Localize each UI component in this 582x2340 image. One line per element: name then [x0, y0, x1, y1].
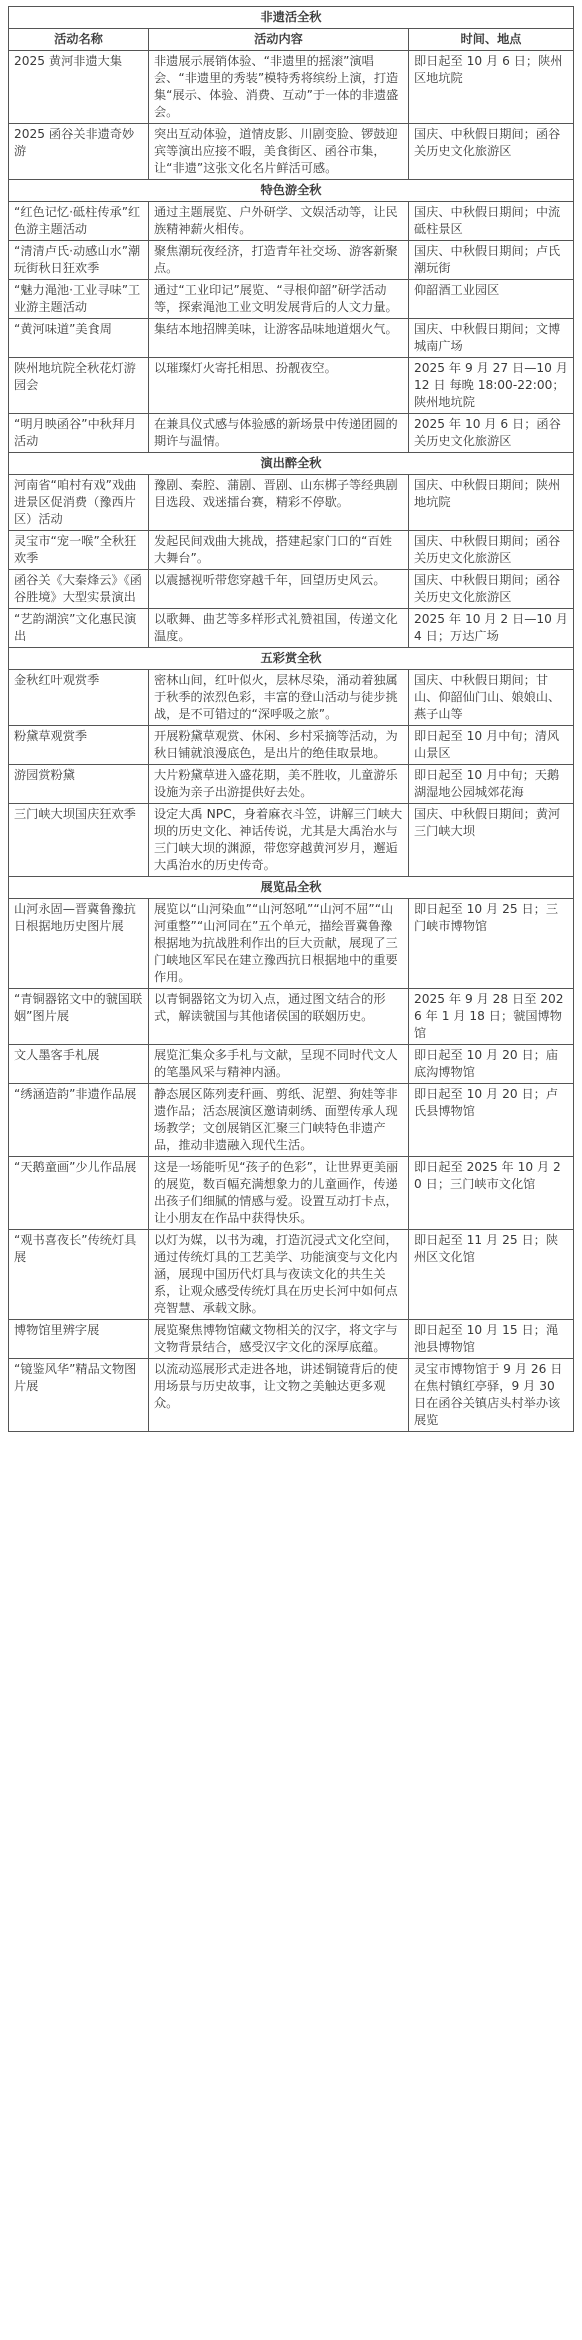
time-place-cell: 国庆、中秋假日期间；函谷关历史文化旅游区 [409, 570, 574, 609]
time-place-cell: 2025 年 10 月 2 日—10 月 4 日；万达广场 [409, 609, 574, 648]
time-place-cell: 即日起至 10 月 15 日；渑池县博物馆 [409, 1320, 574, 1359]
activity-content-cell: 密林山间，红叶似火，层林尽染，涌动着独属于秋季的浓烈色彩，丰富的登山活动与徒步挑战，是不可错过的“深呼吸之旅”。 [149, 670, 409, 726]
activity-content-cell: 以青铜器铭文为切入点，通过图文结合的形式，解读虢国与其他诸侯国的联姻历史。 [149, 989, 409, 1045]
activity-name-cell: 文人墨客手札展 [9, 1045, 149, 1084]
activity-content-cell: 在兼具仪式感与体验感的新场景中传递团圆的期许与温情。 [149, 414, 409, 453]
table-row [9, 726, 574, 765]
activity-name-cell: 函谷关《大秦烽云》《函谷胜境》大型实景演出 [9, 570, 149, 609]
activity-content-cell: 展览以“山河染血”“山河怒吼”“山河不屈”“山河重整”“山河同在”五个单元，描绘晋冀鲁豫根据地为抗战胜利作出的巨大贡献，展现了三门峡地区军民在建立豫西抗日根据地中的重要作用。 [149, 899, 409, 989]
activity-name-cell: 河南省“咱村有戏”戏曲进景区促消费（豫西片区）活动 [9, 475, 149, 531]
section-title: 展览品全秋 [9, 877, 574, 899]
time-place-cell: 即日起至 10 月 25 日；三门峡市博物馆 [409, 899, 574, 989]
activity-name-cell: 山河永固—晋冀鲁豫抗日根据地历史图片展 [9, 899, 149, 989]
table-row [9, 670, 574, 726]
time-place-cell: 国庆、中秋假日期间；甘山、仰韶仙门山、娘娘山、燕子山等 [409, 670, 574, 726]
time-place-cell: 国庆、中秋假日期间；函谷关历史文化旅游区 [409, 531, 574, 570]
table-row [9, 280, 574, 319]
table-header-row [9, 29, 574, 51]
table-row-section [9, 453, 574, 475]
activity-content-cell: 这是一场能听见“孩子的色彩”，让世界更美丽的展览，数百幅充满想象力的儿童画作，传递出孩子们细腻的情感与爱。设置互动打卡点，让小朋友在作品中获得快乐。 [149, 1157, 409, 1230]
activity-content-cell: 展览汇集众多手札与文献，呈现不同时代文人的笔墨风采与精神内涵。 [149, 1045, 409, 1084]
activity-table-body [9, 7, 574, 1432]
activity-name-cell: 博物馆里辨字展 [9, 1320, 149, 1359]
time-place-cell: 即日起至 10 月中旬；天鹅湖湿地公园城郊花海 [409, 765, 574, 804]
table-row [9, 765, 574, 804]
activity-name-cell: “天鹅童画”少儿作品展 [9, 1157, 149, 1230]
activity-name-cell: “清清卢氏·动感山水”潮玩街秋日狂欢季 [9, 241, 149, 280]
section-title: 五彩赏全秋 [9, 648, 574, 670]
activity-content-cell: 非遗展示展销体验、“非遗里的摇滚”演唱会、“非遗里的秀装”模特秀将缤纷上演，打造集“展示、体验、消费、互动”于一体的非遗盛会。 [149, 51, 409, 124]
table-row [9, 804, 574, 877]
activity-content-cell: 发起民间戏曲大挑战，搭建起家门口的“百姓大舞台”。 [149, 531, 409, 570]
table-row [9, 1045, 574, 1084]
table-row [9, 989, 574, 1045]
time-place-cell: 仰韶酒工业园区 [409, 280, 574, 319]
activity-content-cell: 开展粉黛草观赏、休闲、乡村采摘等活动，为秋日铺就浪漫底色，是出片的绝佳取景地。 [149, 726, 409, 765]
section-title: 特色游全秋 [9, 180, 574, 202]
table-row [9, 1320, 574, 1359]
activity-name-cell: “黄河味道”美食周 [9, 319, 149, 358]
time-place-cell: 即日起至 2025 年 10 月 20 日；三门峡市文化馆 [409, 1157, 574, 1230]
activity-content-cell: 展览聚焦博物馆藏文物相关的汉字，将文字与文物背景结合，感受汉字文化的深厚底蕴。 [149, 1320, 409, 1359]
time-place-cell: 灵宝市博物馆于 9 月 26 日在焦村镇红亭驿，9 月 30 日在函谷关镇店头村举办该展览 [409, 1359, 574, 1432]
time-place-cell: 国庆、中秋假日期间；陕州地坑院 [409, 475, 574, 531]
activity-name-cell: 三门峡大坝国庆狂欢季 [9, 804, 149, 877]
table-row-section [9, 180, 574, 202]
time-place-cell: 国庆、中秋假日期间；黄河三门峡大坝 [409, 804, 574, 877]
table-row-section [9, 648, 574, 670]
section-title: 演出醉全秋 [9, 453, 574, 475]
table-row [9, 51, 574, 124]
activity-name-cell: 2025 黄河非遗大集 [9, 51, 149, 124]
activity-name-cell: 粉黛草观赏季 [9, 726, 149, 765]
activity-content-cell: 以流动巡展形式走进各地，讲述铜镜背后的使用场景与历史故事，让文物之美触达更多观众。 [149, 1359, 409, 1432]
time-place-cell: 2025 年 9 月 27 日—10 月 12 日 每晚 18:00-22:00；陕州地坑院 [409, 358, 574, 414]
activity-name-cell: “镜鉴风华”精品文物图片展 [9, 1359, 149, 1432]
table-row [9, 1230, 574, 1320]
activity-content-cell: 以璀璨灯火寄托相思、扮靓夜空。 [149, 358, 409, 414]
time-place-cell: 即日起至 10 月中旬；清风山景区 [409, 726, 574, 765]
activity-content-cell: 以震撼视听带您穿越千年，回望历史风云。 [149, 570, 409, 609]
activity-name-cell: “魅力渑池·工业寻味”工业游主题活动 [9, 280, 149, 319]
table-row [9, 241, 574, 280]
activity-content-cell: 集结本地招牌美味，让游客品味地道烟火气。 [149, 319, 409, 358]
activity-name-cell: 灵宝市“宠一喉”全秋狂欢季 [9, 531, 149, 570]
time-place-cell: 国庆、中秋假日期间；中流砥柱景区 [409, 202, 574, 241]
table-row [9, 531, 574, 570]
time-place-cell: 2025 年 9 月 28 日至 2026 年 1 月 18 日；虢国博物馆 [409, 989, 574, 1045]
activity-name-cell: “艺韵湖滨”文化惠民演出 [9, 609, 149, 648]
header-time-place: 时间、地点 [409, 29, 574, 51]
time-place-cell: 国庆、中秋假日期间；函谷关历史文化旅游区 [409, 124, 574, 180]
activity-name-cell: “明月映函谷”中秋拜月活动 [9, 414, 149, 453]
time-place-cell: 即日起至 10 月 6 日；陕州区地坑院 [409, 51, 574, 124]
activity-content-cell: 静态展区陈列麦秆画、剪纸、泥塑、狗娃等非遗作品；活态展演区邀请刺绣、面塑传承人现场教学；文创展销区汇聚三门峡特色非遗产品，推动非遗融入现代生活。 [149, 1084, 409, 1157]
time-place-cell: 国庆、中秋假日期间；文博城南广场 [409, 319, 574, 358]
table-row [9, 899, 574, 989]
activity-content-cell: 以歌舞、曲艺等多样形式礼赞祖国，传递文化温度。 [149, 609, 409, 648]
activity-name-cell: “绣涵造韵”非遗作品展 [9, 1084, 149, 1157]
table-row-section [9, 7, 574, 29]
activity-content-cell: 大片粉黛草进入盛花期，美不胜收，儿童游乐设施为亲子出游提供好去处。 [149, 765, 409, 804]
table-row [9, 1359, 574, 1432]
table-row [9, 475, 574, 531]
activity-content-cell: 突出互动体验，道情皮影、川剧变脸、锣鼓迎宾等演出应接不暇，美食街区、函谷市集，让“非遗”这张文化名片鲜活可感。 [149, 124, 409, 180]
table-row [9, 570, 574, 609]
table-row [9, 1157, 574, 1230]
time-place-cell: 即日起至 11 月 25 日；陕州区文化馆 [409, 1230, 574, 1320]
activity-name-cell: “青铜器铭文中的虢国联姻”图片展 [9, 989, 149, 1045]
activity-content-cell: 设定大禹 NPC，身着麻衣斗笠，讲解三门峡大坝的历史文化、神话传说，尤其是大禹治水与三门峡大坝的渊源，带您穿越黄河岁月，邂逅大禹治水的历史传奇。 [149, 804, 409, 877]
time-place-cell: 即日起至 10 月 20 日；卢氏县博物馆 [409, 1084, 574, 1157]
activity-content-cell: 豫剧、秦腔、蒲剧、晋剧、山东梆子等经典剧目选段、戏迷擂台赛，精彩不停歇。 [149, 475, 409, 531]
table-row [9, 414, 574, 453]
time-place-cell: 即日起至 10 月 20 日；庙底沟博物馆 [409, 1045, 574, 1084]
activity-name-cell: “红色记忆·砥柱传承”红色游主题活动 [9, 202, 149, 241]
section-title: 非遗活全秋 [9, 7, 574, 29]
time-place-cell: 2025 年 10 月 6 日；函谷关历史文化旅游区 [409, 414, 574, 453]
table-row-section [9, 877, 574, 899]
activity-name-cell: 金秋红叶观赏季 [9, 670, 149, 726]
activity-table [8, 6, 574, 1432]
table-row [9, 319, 574, 358]
header-activity-name: 活动名称 [9, 29, 149, 51]
activity-content-cell: 通过“工业印记”展览、“寻根仰韶”研学活动等，探索渑池工业文明发展背后的人文力量。 [149, 280, 409, 319]
table-row [9, 202, 574, 241]
table-row [9, 1084, 574, 1157]
header-activity-content: 活动内容 [149, 29, 409, 51]
table-row [9, 358, 574, 414]
activity-name-cell: 陕州地坑院全秋花灯游园会 [9, 358, 149, 414]
time-place-cell: 国庆、中秋假日期间；卢氏潮玩街 [409, 241, 574, 280]
activity-name-cell: 游园赏粉黛 [9, 765, 149, 804]
activity-content-cell: 以灯为媒，以书为魂，打造沉浸式文化空间，通过传统灯具的工艺美学、功能演变与文化内涵，展现中国历代灯具与夜读文化的共生关系，让观众感受传统灯具在历史长河中如何点亮智慧、承载文脉。 [149, 1230, 409, 1320]
activity-content-cell: 聚焦潮玩夜经济，打造青年社交场、游客新聚点。 [149, 241, 409, 280]
activity-name-cell: “观书喜夜长”传统灯具展 [9, 1230, 149, 1320]
activity-name-cell: 2025 函谷关非遗奇妙游 [9, 124, 149, 180]
activity-content-cell: 通过主题展览、户外研学、文娱活动等，让民族精神薪火相传。 [149, 202, 409, 241]
table-row [9, 124, 574, 180]
table-row [9, 609, 574, 648]
